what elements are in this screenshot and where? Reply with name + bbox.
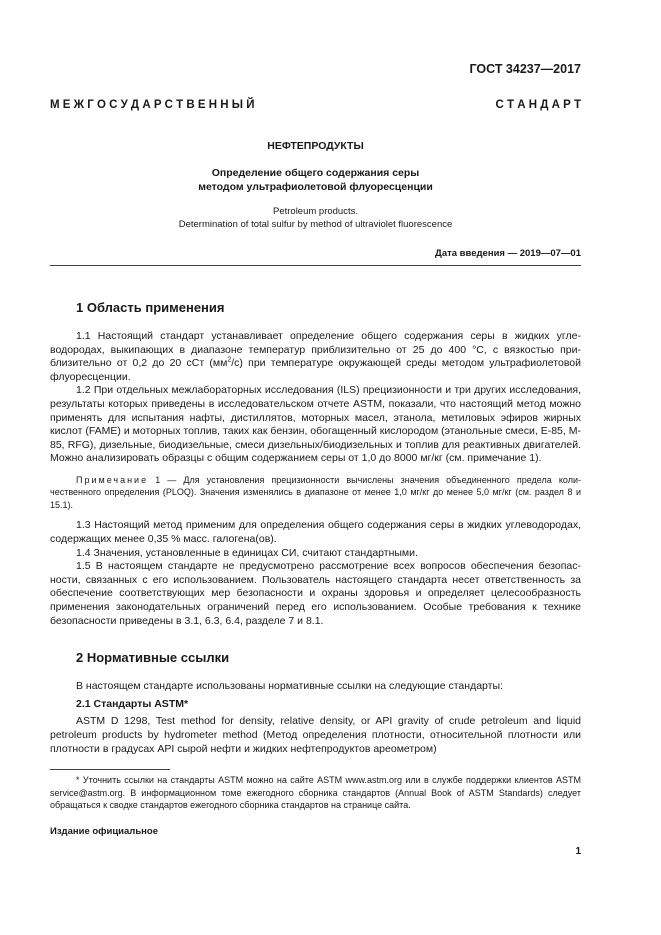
- section-2-intro: В настоящем стандарте использованы нормативные ссылки на следующие стандарты:: [76, 680, 503, 693]
- note-label: Примечание: [76, 474, 149, 485]
- footnote: [50, 774, 581, 812]
- document-body: [50, 300, 581, 756]
- footnote-divider: [50, 769, 170, 770]
- paragraph-1-5: 1.5 В настоящем стандарте не предусмотрено рассмотрение всех вопросов обеспечения безопасности, связанных с его использованием. Пользователь настоящего стандарта несет ответственность за обеспечение соответствующих мер безопасности и охраны здоровья и определяет целесообразность применения законодательных ограничений перед его использованием. Особые требования к технике безопасности приведены в 3.1, 6.3, 6.4, разделе 7 и 8.1.: [50, 560, 581, 627]
- page-number: 1: [575, 846, 581, 857]
- subtitle-line-1: Определение общего содержания серы: [211, 167, 420, 179]
- header-divider: [50, 265, 581, 266]
- reference-astm-d1298: ASTM D 1298, Test method for density, relative density, or API gravity of crude petroleum and liquid petroleum products by hydrometer method (Метод определения плотности, относительной плотности или плотности в градусах API сырой нефти и жидких нефтепродуктов ареометром): [50, 715, 581, 755]
- document-subtitle: [50, 166, 581, 194]
- document-title: НЕФТЕПРОДУКТЫ: [267, 140, 364, 152]
- english-title-line-1: Petroleum products.: [272, 206, 358, 217]
- paragraph-1-2: 1.2 При отдельных межлабораторных исследования (ILS) прецизионности и три других исследования, результаты которых приведены в исследовательском отчете ASTM, показали, что настоящий метод можно применять для испытания нафты, дистиллятов, моторных масел, этанола, метиловых эфиров жирных кислот (FAME) и моторных топлив, таких как бензин, обогащенный кислородом (этанольные смеси, E-85, M-85, RFG), дизельные, биодизельные, смеси дизельных/биодизельных и топлив для реактивных двигателей. Можно анализировать образцы с общим содержанием серы от 1,0 до 8000 мг/кг (см. примечание 1).: [50, 384, 581, 465]
- superscript: 2: [227, 356, 232, 364]
- series-word-2: С Т А Н Д А Р Т: [495, 99, 581, 111]
- subtitle-line-2: методом ультрафиолетовой флуоресценции: [198, 181, 433, 193]
- section-1-heading: 1 Область применения: [76, 300, 225, 315]
- section-2-heading: 2 Нормативные ссылки: [76, 650, 230, 666]
- series-word-1: М Е Ж Г О С У Д А Р С Т В Е Н Н Ы Й: [50, 99, 255, 111]
- note-1: [50, 474, 581, 512]
- standard-series: [50, 99, 581, 111]
- paragraph-1-3: 1.3 Настоящий метод применим для определения общего содержания серы в жидких углеводородах, содержащих менее 0,35 % масс. галогена(ов).: [50, 519, 581, 546]
- paragraph-1-1: [50, 330, 581, 384]
- paragraph-1-1-text: 1.1 Настоящий стандарт устанавливает определение общего содержания серы в жидких углеводородах, выкипающих в диапазоне температур приблизительно от 25 до 400 °C, с вязкостью приблизительно от 0,2 до 20 сСт (мм: [50, 330, 581, 370]
- introduction-date: Дата введения — 2019—07—01: [435, 248, 581, 259]
- paragraph-1-1-end: /с) при температуре окружающей среды методом ультрафиолетовой флуоресценции.: [50, 357, 581, 383]
- section-2-1-heading: 2.1 Стандарты ASTM*: [76, 697, 189, 710]
- paragraph-1-4: 1.4 Значения, установленные в единицах СИ, считают стандартными.: [76, 546, 418, 559]
- english-title: [50, 205, 581, 231]
- english-title-line-2: Determination of total sulfur by method of ultraviolet fluorescence: [178, 219, 453, 230]
- note-text: 1 — Для установления прецизионности вычислены значения объединенного предела количественного определения (PLOQ). Значения изменялись в диапазоне от менее 1,0 мг/кг до менее 5,0 мг/кг (см. раздел 8 и 15.1).: [50, 474, 581, 510]
- standard-code: ГОСТ 34237—2017: [469, 62, 581, 76]
- edition-label: Издание официальное: [50, 826, 158, 837]
- footnote-text: * Уточнить ссылки на стандарты ASTM можно на сайте ASTM www.astm.org или в службе поддержки клиентов ASTM service@astm.org. В информационном томе ежегодного сборника стандартов (Annual Book of ASTM Standards) следует обращаться к сводке стандартов ежегодного сборника стандартов на странице сайта.: [50, 775, 581, 810]
